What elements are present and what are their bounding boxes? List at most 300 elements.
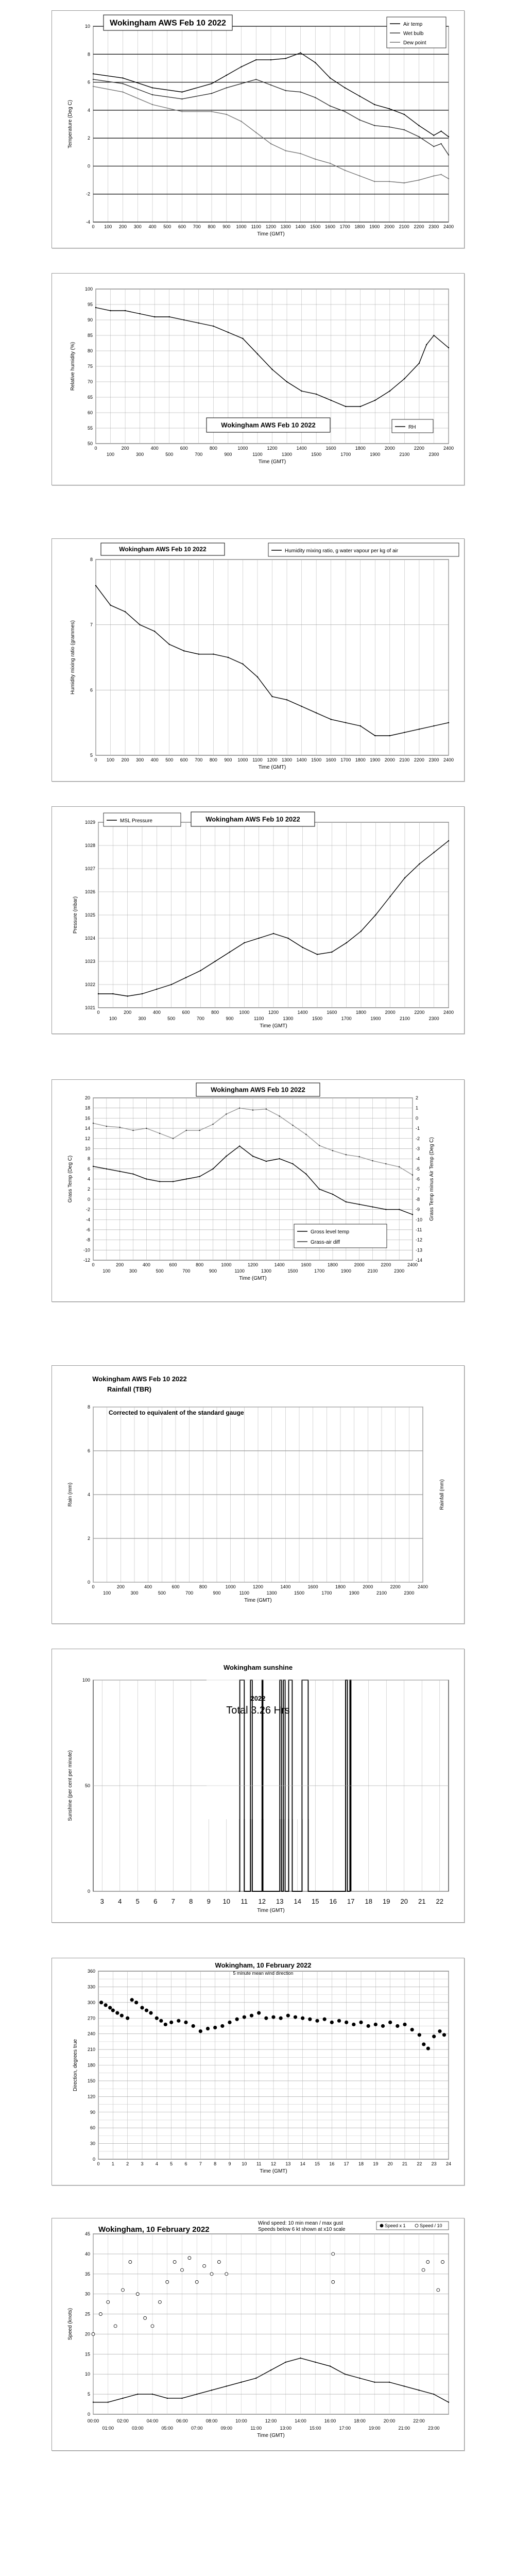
x-tick-label: 1400 — [296, 446, 307, 451]
data-point — [228, 657, 229, 658]
data-point — [199, 2029, 202, 2032]
data-point — [399, 1209, 400, 1210]
x-axis-label: Time (GMT) — [260, 1023, 287, 1029]
x-tick-label: 9 — [207, 1897, 211, 1905]
x-tick-label: 900 — [224, 757, 232, 762]
data-point — [374, 400, 375, 401]
y-tick-label: 50 — [84, 1783, 90, 1788]
data-point — [319, 1145, 320, 1146]
y-right-axis-label: Grass Temp minus Air Temp (Deg C) — [429, 1137, 435, 1221]
data-point — [170, 984, 171, 985]
y-tick-label: -4 — [85, 1217, 90, 1223]
chart-humidity-svg — [52, 274, 464, 485]
x-tick-label: 1600 — [327, 1010, 337, 1015]
data-point — [374, 181, 375, 182]
data-point — [374, 2023, 377, 2026]
data-point — [258, 938, 259, 939]
data-point — [250, 2014, 253, 2017]
data-point — [122, 91, 123, 92]
data-point — [139, 624, 140, 625]
data-point — [330, 163, 331, 164]
x-tick-label: 2400 — [443, 446, 454, 451]
data-point — [404, 378, 405, 379]
chart-temperature-svg — [52, 11, 464, 248]
x-tick-label: 900 — [213, 1590, 221, 1596]
data-point — [93, 86, 94, 87]
x-tick-label: 23:00 — [427, 2426, 440, 2431]
x-tick-label: 600 — [171, 1584, 180, 1589]
x-axis-label: Time (GMT) — [258, 459, 286, 465]
x-tick-label: 3 — [141, 2161, 144, 2166]
legend-label: Speed / 10 — [420, 2223, 442, 2228]
x-tick-label: 0 — [92, 1262, 95, 1267]
chart-subtitle: 5 minute mean wind direction — [233, 1971, 294, 1976]
y-axis-label: Temperature (Deg C) — [67, 100, 73, 148]
x-tick-label: 1800 — [355, 446, 366, 451]
x-tick-label: 2000 — [384, 757, 395, 762]
data-point — [151, 2325, 154, 2328]
x-tick-label: 17:00 — [339, 2426, 351, 2431]
chart-rainfall-svg — [52, 1366, 464, 1623]
data-point — [419, 363, 420, 364]
data-point — [285, 58, 286, 59]
x-tick-label: 1500 — [311, 452, 322, 457]
x-tick-label: 600 — [169, 1262, 177, 1267]
x-tick-label: 600 — [178, 224, 186, 229]
y-tick-label: 65 — [87, 395, 93, 400]
data-point — [169, 2021, 173, 2024]
x-tick-label: 1700 — [340, 452, 351, 457]
y-axis-label: Speed (knots) — [67, 2308, 73, 2341]
x-tick-label: 800 — [208, 224, 216, 229]
y-tick-label: 95 — [87, 302, 93, 307]
x-tick-label: 800 — [211, 1010, 219, 1015]
x-tick-label: 1900 — [370, 452, 381, 457]
x-tick-label: 01:00 — [102, 2426, 114, 2431]
data-point — [141, 2006, 144, 2009]
x-tick-label: 1800 — [335, 1584, 346, 1589]
data-point — [374, 104, 375, 105]
data-point — [99, 2313, 102, 2316]
x-tick-label: 1700 — [340, 757, 351, 762]
data-point — [98, 993, 99, 994]
chart-title: Wokingham AWS Feb 10 2022 — [211, 1086, 305, 1094]
chart-relative-humidity — [52, 273, 465, 485]
y-tick-label: 330 — [87, 1984, 95, 1990]
chart-pressure-svg — [52, 807, 464, 1033]
x-tick-label: 7 — [199, 2161, 202, 2166]
data-point — [199, 1130, 200, 1131]
y-tick-label: 90 — [87, 317, 93, 323]
y-tick-label: 7 — [90, 622, 93, 628]
data-point — [149, 2011, 152, 2014]
y-tick-label: -12 — [83, 1258, 90, 1263]
x-tick-label: 400 — [144, 1584, 152, 1589]
data-point — [119, 1127, 120, 1128]
x-tick-label: 2300 — [428, 1016, 439, 1021]
data-point — [399, 1166, 400, 1167]
data-point — [173, 2260, 176, 2263]
x-tick-label: 2400 — [417, 1584, 428, 1589]
x-tick-label: 900 — [222, 224, 231, 229]
y-tick-label: -10 — [83, 1247, 90, 1253]
x-tick-label: 6 — [153, 1897, 158, 1905]
x-tick-label: 400 — [150, 446, 159, 451]
x-tick-label: 7 — [171, 1897, 175, 1905]
x-tick-label: 2000 — [384, 446, 395, 451]
data-point — [330, 2365, 331, 2366]
data-point — [300, 153, 301, 154]
data-point — [286, 699, 287, 700]
y-right-axis-label: Rainfall (mm) — [439, 1479, 445, 1510]
data-point — [200, 970, 201, 971]
x-tick-label: 0 — [92, 224, 95, 229]
data-point — [419, 728, 420, 730]
data-point — [448, 178, 449, 179]
data-point — [110, 310, 111, 311]
data-point — [152, 2394, 153, 2395]
x-tick-label: 1800 — [327, 1262, 338, 1267]
data-point — [302, 947, 303, 948]
x-tick-label: 100 — [104, 224, 112, 229]
data-point — [279, 1115, 280, 1116]
x-axis-label: Time (GMT) — [257, 2433, 285, 2438]
chart-temperature — [52, 10, 465, 248]
x-tick-label: 1300 — [261, 1268, 271, 1274]
x-tick-label: 19 — [373, 2161, 379, 2166]
chart-rainfall — [52, 1365, 465, 1624]
x-tick-label: 1600 — [324, 224, 336, 229]
x-tick-label: 2000 — [384, 224, 395, 229]
data-point — [99, 2001, 102, 2004]
data-point — [374, 125, 375, 126]
data-point — [181, 2398, 182, 2399]
data-point — [257, 676, 258, 677]
data-point — [244, 942, 245, 943]
data-point — [239, 1107, 240, 1108]
x-tick-label: 2200 — [414, 224, 424, 229]
data-point — [122, 77, 123, 78]
x-tick-label: 12:00 — [265, 2418, 277, 2424]
chart-wind-direction — [52, 1958, 465, 2185]
x-tick-label: 03:00 — [131, 2426, 144, 2431]
y-tick-label: 1025 — [84, 912, 95, 918]
data-point — [358, 1156, 359, 1157]
y-axis-label: Pressure (mbar) — [73, 896, 78, 934]
chart-mixing-ratio-svg — [52, 539, 464, 781]
data-point — [196, 2394, 197, 2395]
x-tick-label: 1300 — [266, 1590, 277, 1596]
data-point — [241, 66, 242, 67]
data-point — [154, 316, 155, 317]
y-right-tick-label: -14 — [416, 1258, 423, 1263]
x-tick-label: 400 — [142, 1262, 150, 1267]
data-point — [255, 2378, 256, 2379]
data-point — [332, 2252, 335, 2256]
chart-title: Wokingham AWS Feb 10 2022 — [92, 1375, 187, 1383]
x-tick-label: 300 — [133, 224, 142, 229]
x-tick-label: 1200 — [252, 1584, 264, 1589]
x-tick-label: 2200 — [390, 1584, 401, 1589]
data-point — [239, 1145, 240, 1146]
data-point — [158, 2300, 161, 2303]
data-point — [273, 933, 274, 934]
x-tick-label: 1000 — [236, 224, 247, 229]
x-tick-label: 2100 — [376, 1590, 387, 1596]
y-tick-label: 100 — [82, 1677, 90, 1683]
y-tick-label: 360 — [87, 1969, 95, 1974]
x-tick-label: 1500 — [311, 757, 322, 762]
data-point — [426, 2260, 430, 2263]
x-tick-label: 17 — [344, 2161, 349, 2166]
x-tick-label: 10:00 — [235, 2418, 247, 2424]
data-point — [213, 653, 214, 654]
y-tick-label: 18 — [84, 1105, 90, 1111]
x-tick-label: 1900 — [370, 757, 381, 762]
x-tick-label: 21:00 — [398, 2426, 410, 2431]
y-right-tick-label: -10 — [416, 1217, 423, 1223]
data-point — [433, 2394, 434, 2395]
y-tick-label: 40 — [84, 2251, 90, 2257]
data-point — [199, 1176, 200, 1177]
y-tick-label: 25 — [84, 2311, 90, 2317]
x-tick-label: 400 — [152, 1010, 161, 1015]
x-tick-label: 1800 — [355, 757, 366, 762]
data-point — [181, 91, 182, 92]
data-point — [292, 1163, 293, 1164]
data-point — [152, 87, 153, 88]
x-tick-label: 5 — [135, 1897, 140, 1905]
data-point — [396, 2024, 399, 2027]
x-tick-label: 24 — [445, 2161, 452, 2166]
x-tick-label: 2200 — [414, 757, 424, 762]
x-tick-label: 5 — [170, 2161, 173, 2166]
data-point — [210, 2273, 213, 2276]
y-tick-label: 6 — [87, 1166, 90, 1172]
chart-subtitle: 2022 — [250, 1694, 266, 1702]
data-point — [139, 313, 140, 314]
y-tick-label: 10 — [84, 1146, 90, 1151]
y-tick-label: 30 — [84, 2291, 90, 2297]
y-tick-label: 0 — [87, 1580, 90, 1585]
x-tick-label: 400 — [148, 224, 157, 229]
x-tick-label: 1200 — [267, 757, 278, 762]
data-point — [255, 59, 256, 60]
data-point — [346, 1201, 347, 1202]
x-tick-label: 500 — [163, 224, 171, 229]
data-point — [448, 136, 449, 137]
x-tick-label: 13:00 — [280, 2426, 292, 2431]
x-tick-label: 100 — [102, 1268, 111, 1274]
chart-sunshine — [52, 1649, 465, 1923]
y-tick-label: 70 — [87, 379, 93, 384]
data-point — [206, 2027, 209, 2030]
x-tick-label: 300 — [136, 452, 144, 457]
data-point — [212, 1168, 213, 1170]
x-tick-label: 300 — [136, 757, 144, 762]
data-point — [142, 993, 143, 994]
data-point — [156, 989, 157, 990]
data-point — [226, 1156, 227, 1157]
data-point — [125, 611, 126, 612]
chart-title: Wokingham AWS Feb 10 2022 — [205, 815, 300, 823]
data-point — [404, 114, 405, 115]
data-point — [129, 2260, 132, 2263]
x-tick-label: 1100 — [251, 224, 261, 229]
data-point — [433, 175, 434, 176]
x-axis-label: Time (GMT) — [257, 231, 285, 237]
x-tick-label: 1600 — [307, 1584, 318, 1589]
data-point — [375, 914, 376, 916]
x-tick-label: 300 — [129, 1268, 138, 1274]
x-tick-label: 1700 — [314, 1268, 325, 1274]
data-point — [345, 111, 346, 112]
data-point — [367, 2024, 370, 2027]
data-point — [317, 954, 318, 955]
legend-label: Gross level temp — [311, 1229, 350, 1235]
data-point — [360, 725, 361, 726]
x-axis-label: Time (GMT) — [260, 2168, 287, 2174]
x-tick-label: 0 — [97, 2161, 100, 2166]
y-axis-label: Rain (mm) — [67, 1482, 73, 1507]
data-point — [345, 87, 346, 88]
data-point — [410, 2028, 414, 2031]
y-tick-label: 0 — [87, 1889, 90, 1894]
data-point — [228, 332, 229, 333]
data-point — [242, 663, 243, 664]
y-right-tick-label: 1 — [416, 1105, 419, 1111]
y-tick-label: 60 — [90, 2125, 95, 2131]
x-tick-label: 1100 — [252, 757, 263, 762]
data-point — [359, 120, 360, 121]
x-tick-label: 15 — [312, 1897, 319, 1905]
y-right-tick-label: -8 — [416, 1196, 420, 1202]
x-tick-label: 100 — [109, 1016, 117, 1021]
data-point — [95, 307, 96, 308]
title-backdrop — [207, 1665, 310, 1819]
x-tick-label: 09:00 — [220, 2426, 233, 2431]
y-tick-label: 0 — [87, 2412, 90, 2417]
y-tick-label: 6 — [87, 1448, 90, 1453]
chart-title: Wokingham, 10 February 2022 — [215, 1961, 312, 1969]
x-tick-label: 18 — [365, 1897, 372, 1905]
y-tick-label: 2 — [87, 1187, 90, 1192]
x-tick-label: 1400 — [296, 757, 307, 762]
data-point — [198, 323, 199, 324]
x-tick-label: 3 — [100, 1897, 104, 1905]
data-point — [315, 62, 316, 63]
data-point — [315, 97, 316, 98]
data-point — [181, 111, 182, 112]
x-tick-label: 900 — [226, 1016, 234, 1021]
data-point — [305, 1134, 306, 1135]
chart-mixing-ratio — [52, 538, 465, 782]
x-tick-label: 700 — [195, 452, 203, 457]
y-tick-label: 8 — [87, 52, 90, 57]
x-tick-label: 2100 — [399, 757, 410, 762]
data-point — [352, 2023, 355, 2026]
data-point — [270, 84, 271, 86]
data-point — [228, 2021, 231, 2024]
data-point — [122, 2398, 123, 2399]
x-tick-label: 10 — [222, 1897, 230, 1905]
data-point — [93, 1166, 94, 1167]
data-point — [192, 2024, 195, 2027]
x-tick-label: 04:00 — [146, 2418, 159, 2424]
data-point — [381, 2024, 384, 2027]
y-tick-label: 5 — [90, 753, 93, 758]
y-tick-label: 20 — [84, 1095, 90, 1100]
y-tick-label: -2 — [85, 191, 90, 197]
legend-swatch — [415, 2224, 418, 2227]
x-tick-label: 1500 — [312, 1016, 323, 1021]
y-tick-label: 20 — [84, 2331, 90, 2337]
data-point — [213, 2026, 216, 2029]
legend-label: Air temp — [403, 22, 423, 27]
data-point — [270, 2369, 271, 2370]
data-point — [286, 2014, 289, 2017]
data-point — [235, 2018, 238, 2021]
data-point — [146, 1178, 147, 1179]
y-tick-label: 85 — [87, 333, 93, 338]
data-point — [119, 1171, 120, 1172]
y-tick-label: 8 — [87, 1404, 90, 1410]
x-tick-label: 1600 — [325, 757, 336, 762]
data-point — [152, 94, 153, 95]
data-point — [225, 2273, 228, 2276]
data-point — [285, 2362, 286, 2363]
data-point — [404, 182, 405, 183]
x-tick-label: 500 — [165, 452, 174, 457]
x-tick-label: 1900 — [349, 1590, 359, 1596]
chart-subtitle: Wind speed: 10 min mean / max gust — [258, 2221, 344, 2226]
x-tick-label: 800 — [209, 757, 217, 762]
x-tick-label: 1500 — [310, 224, 321, 229]
data-point — [155, 2016, 158, 2020]
chart-title: Wokingham, 10 February 2022 — [98, 2225, 210, 2234]
x-tick-label: 1100 — [253, 1016, 264, 1021]
data-point — [122, 2289, 125, 2292]
data-point — [114, 2325, 117, 2328]
x-tick-label: 2100 — [399, 224, 409, 229]
data-point — [242, 338, 243, 339]
x-tick-label: 1900 — [369, 224, 380, 229]
x-tick-label: 1300 — [282, 757, 293, 762]
data-point — [330, 2021, 333, 2024]
data-point — [107, 2300, 110, 2303]
data-point — [173, 1138, 174, 1139]
data-point — [301, 2016, 304, 2020]
data-point — [226, 2385, 227, 2386]
data-point — [159, 1133, 160, 1134]
x-tick-label: 1200 — [268, 1010, 279, 1015]
x-tick-label: 16 — [329, 2161, 335, 2166]
data-point — [412, 1174, 413, 1175]
y-tick-label: 2 — [87, 135, 90, 141]
x-tick-label: 1 — [111, 2161, 114, 2166]
data-point — [286, 381, 287, 382]
x-tick-label: 2000 — [354, 1262, 365, 1267]
data-point — [433, 135, 434, 136]
data-point — [106, 1126, 107, 1127]
y-tick-label: 0 — [92, 2157, 95, 2162]
x-tick-label: 1700 — [339, 224, 350, 229]
x-tick-label: 500 — [158, 1590, 166, 1596]
data-point — [214, 961, 215, 962]
data-point — [108, 2006, 111, 2009]
x-tick-label: 1500 — [287, 1268, 298, 1274]
data-point — [345, 406, 346, 407]
